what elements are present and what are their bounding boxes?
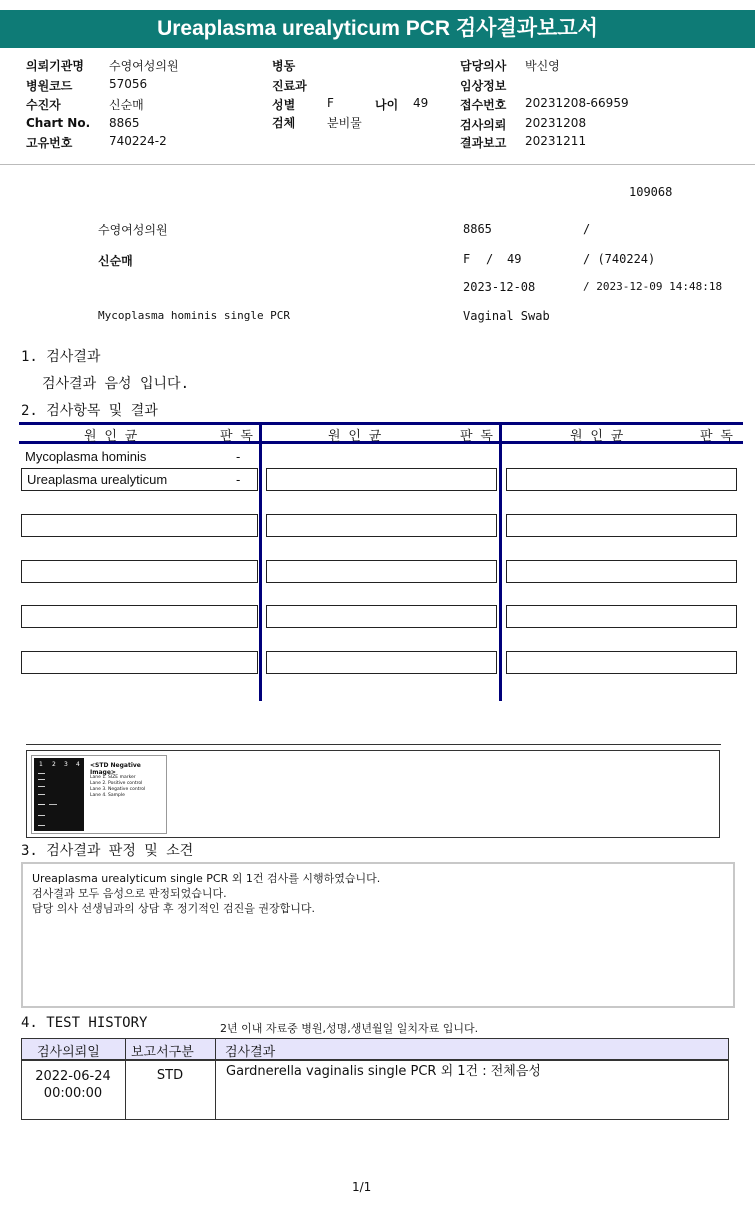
section-4-title: 4. TEST HISTORY xyxy=(21,1015,148,1031)
result-cell xyxy=(266,560,497,583)
header-label-receipt-no: 접수번호 xyxy=(460,98,507,112)
info-slash: / xyxy=(583,222,591,236)
header-label-chart-no: Chart No. xyxy=(26,116,91,130)
result-cell xyxy=(266,651,497,674)
result-cell xyxy=(266,605,497,628)
page-number: 1/1 xyxy=(352,1180,372,1194)
gel-legend-item: Lane 1. SIZE marker xyxy=(90,775,136,780)
gel-legend-item: Lane 4. Sample xyxy=(90,793,125,798)
table-divider-2 xyxy=(499,422,502,701)
gel-band xyxy=(38,773,45,774)
result-name: Mycoplasma hominis xyxy=(25,449,147,464)
header-value-request-date: 20231208 xyxy=(525,116,587,130)
info-clinic: 수영여성의원 xyxy=(98,223,168,237)
header-label-request-date: 검사의뢰 xyxy=(460,118,507,132)
col-header-organism-3: 원 인 균 xyxy=(570,429,624,444)
header-label-specimen: 검체 xyxy=(272,116,296,130)
col-header-organism-1: 원 인 균 xyxy=(84,429,138,444)
header-label-unique-no: 고유번호 xyxy=(26,136,73,150)
info-chart-no: 8865 xyxy=(463,222,492,236)
gel-band xyxy=(38,786,45,787)
header-divider xyxy=(0,164,755,165)
header-label-patient: 수진자 xyxy=(26,98,61,112)
result-cell xyxy=(21,605,258,628)
opinion-line: 검사결과 모두 음성으로 판정되었습니다. xyxy=(32,887,227,900)
header-value-receipt-no: 20231208-66959 xyxy=(525,96,629,110)
result-cell xyxy=(506,651,737,674)
header-value-clinic: 수영여성의원 xyxy=(109,59,179,73)
header-label-ward: 병동 xyxy=(272,59,296,73)
gel-band xyxy=(38,825,45,826)
info-separator: / xyxy=(486,252,494,266)
opinion-line: Ureaplasma urealyticum single PCR 외 1건 검사를 시행하였습니다. xyxy=(32,872,381,885)
gel-lane-label: 2 xyxy=(52,761,56,768)
result-name: Ureaplasma urealyticum xyxy=(27,472,168,487)
history-note: 2년 이내 자료중 병원,성명,생년월일 일치자료 입니다. xyxy=(220,1022,479,1035)
opinion-line: 담당 의사 선생님과의 상담 후 정기적인 검진을 권장합니다. xyxy=(32,902,315,915)
header-value-unique-no: 740224-2 xyxy=(109,134,167,148)
history-col-date: 검사의뢰일 xyxy=(37,1045,100,1060)
history-col-result: 검사결과 xyxy=(225,1045,276,1060)
gel-band xyxy=(49,804,57,805)
header-value-report-date: 20231211 xyxy=(525,134,587,148)
history-date: 2022-06-24 xyxy=(35,1069,111,1084)
table-divider-1 xyxy=(259,422,262,701)
header-label-age: 나이 xyxy=(375,98,399,112)
gel-lane-label: 4 xyxy=(76,761,80,768)
gel-band xyxy=(38,804,45,805)
gel-lane-label: 3 xyxy=(64,761,68,768)
gel-band xyxy=(38,794,45,795)
gel-band xyxy=(38,779,45,780)
gel-band xyxy=(38,815,45,816)
gel-lane-label: 1 xyxy=(39,761,43,768)
gel-legend-item: Lane 3. Negative control xyxy=(90,787,146,792)
header-value-doctor: 박신영 xyxy=(525,59,560,73)
info-patient-name: 신순매 xyxy=(98,254,133,268)
gel-legend-item: Lane 2. Positive control xyxy=(90,781,143,786)
info-test-name: Mycoplasma hominis single PCR xyxy=(98,309,291,322)
header-value-specimen: 분비물 xyxy=(327,116,362,130)
col-header-organism-2: 원 인 균 xyxy=(328,429,382,444)
report-code: 109068 xyxy=(629,185,673,199)
info-report-datetime: / 2023-12-09 14:48:18 xyxy=(583,280,723,293)
result-cell xyxy=(506,560,737,583)
result-cell xyxy=(506,605,737,628)
history-date-cell xyxy=(21,1068,125,1102)
result-cell xyxy=(506,468,737,491)
result-cell xyxy=(506,514,737,537)
history-col-type: 보고서구분 xyxy=(131,1045,194,1060)
opinion-text xyxy=(32,871,380,916)
section-3-title: 3. 검사결과 판정 및 소견 xyxy=(21,843,194,859)
header-label-dept: 진료과 xyxy=(272,79,307,93)
info-sex: F xyxy=(463,252,471,266)
col-header-reading-2: 판 독 xyxy=(460,429,493,444)
col-header-reading-1: 판 독 xyxy=(220,429,253,444)
header-label-hospital-code: 병원코드 xyxy=(26,79,73,93)
header-label-sex: 성별 xyxy=(272,98,296,112)
info-id: / (740224) xyxy=(583,252,656,266)
header-label-clinic: 의뢰기관명 xyxy=(26,59,84,73)
result-cell xyxy=(266,468,497,491)
header-label-clinical-info: 임상정보 xyxy=(460,79,507,93)
section-2-title: 2. 검사항목 및 결과 xyxy=(21,403,158,419)
result-cell xyxy=(21,514,258,537)
info-receipt-date: 2023-12-08 xyxy=(463,280,536,294)
result-cell xyxy=(266,514,497,537)
section-1-title: 1. 검사결과 xyxy=(21,349,101,365)
header-value-patient: 신순매 xyxy=(109,98,144,112)
gel-image-title: <STD Negative Image> xyxy=(90,762,141,776)
header-value-sex: F xyxy=(327,96,334,110)
header-label-report-date: 결과보고 xyxy=(460,136,507,150)
header-value-hospital-code: 57056 xyxy=(109,77,148,91)
history-time: 00:00:00 xyxy=(43,1086,103,1101)
history-result: Gardnerella vaginalis single PCR 외 1건 : 전체음성 xyxy=(226,1064,541,1079)
col-header-reading-3: 판 독 xyxy=(700,429,733,444)
gel-image xyxy=(31,755,167,834)
result-value: - xyxy=(236,449,241,464)
section-1-result: 검사결과 음성 입니다. xyxy=(42,376,190,392)
history-header-row xyxy=(21,1038,729,1060)
header-label-doctor: 담당의사 xyxy=(460,59,507,73)
info-specimen: Vaginal Swab xyxy=(463,309,550,323)
info-age: 49 xyxy=(507,252,522,266)
result-cell xyxy=(21,651,258,674)
gel-top-rule xyxy=(26,744,721,745)
gel-photo xyxy=(34,758,84,831)
history-type: STD xyxy=(156,1068,184,1083)
result-value: - xyxy=(236,472,241,487)
opinion-box xyxy=(21,862,735,1008)
header-value-age: 49 xyxy=(413,96,429,110)
history-divider xyxy=(215,1038,216,1120)
report-title: Ureaplasma urealyticum PCR 검사결과보고서 xyxy=(0,10,755,48)
result-cell xyxy=(21,560,258,583)
header-value-chart-no: 8865 xyxy=(109,116,140,130)
